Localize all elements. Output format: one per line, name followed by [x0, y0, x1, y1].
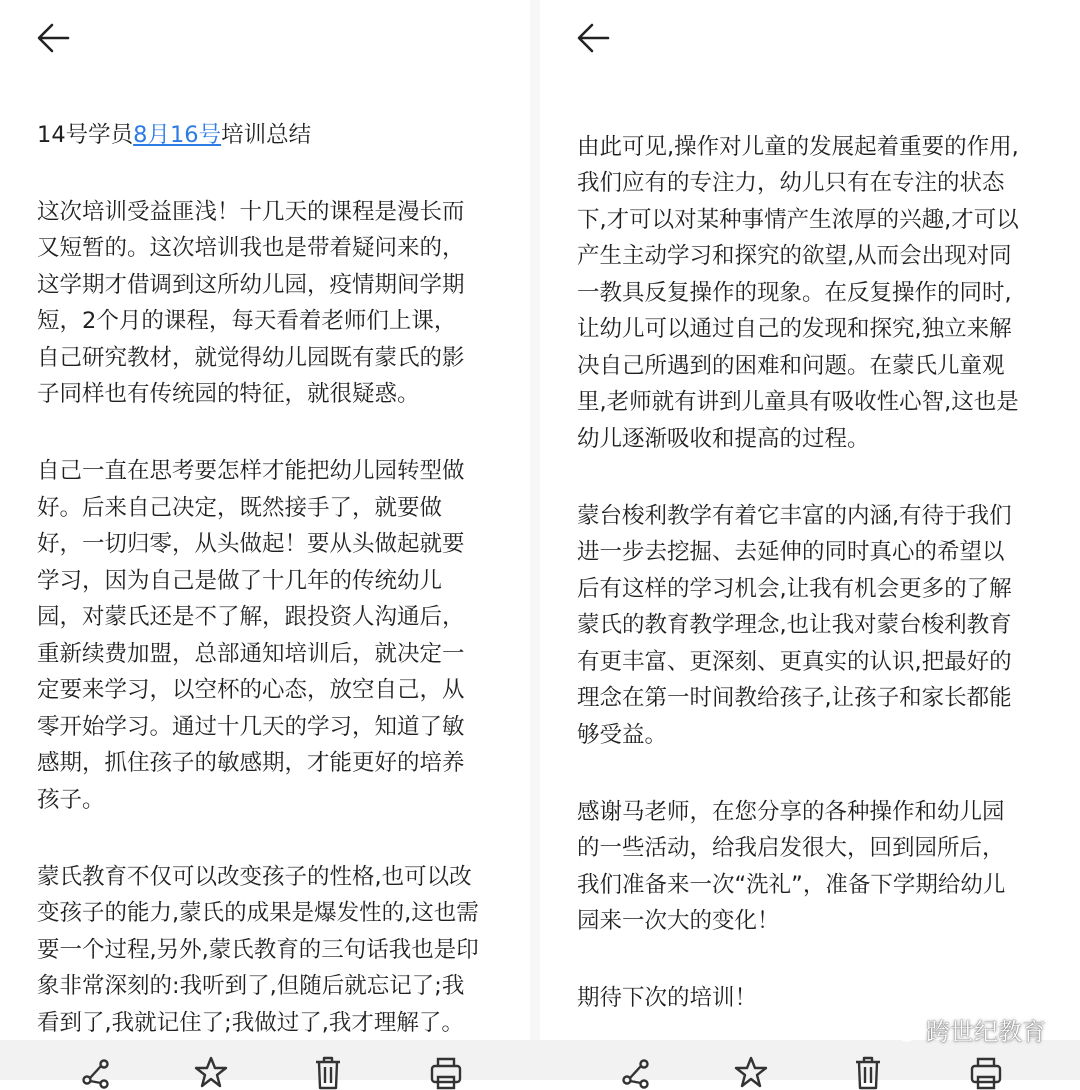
panel-divider: [530, 0, 540, 1080]
note-body-left: [37, 80, 507, 1080]
trash-icon[interactable]: [310, 1054, 346, 1090]
watermark-text: 跨世纪教育: [926, 1018, 1046, 1046]
title-suffix: 培训总结: [221, 121, 312, 148]
share-icon[interactable]: [618, 1054, 654, 1090]
note-body-right: [577, 92, 1057, 1057]
paragraph: 期待下次的培训！: [577, 985, 758, 1011]
star-icon[interactable]: [193, 1054, 229, 1090]
paragraph: 自己一直在思考要怎样才能把幼儿园转型做 好。后来自己决定，既然接手了，就要做 好，一切归零，从头做起！要从头做起就要 学习，因为自己是做了十几年的传统幼儿 园，对蒙氏还是不了解，跟投资人沟通后， 重新续费加盟，总部通知培训后，就决定一 定要来学习，以空杯的心态，放空自己，从 零开始学习。通过十几天的学习，知道了敏 感期，抓住孩子的敏感期，才能更好的培养 孩子。: [37, 458, 465, 813]
watermark: [884, 1012, 1046, 1047]
paragraph: 由此可见,操作对儿童的发展起着重要的作用, 我们应有的专注力，幼儿只有在专注的状态 下,才可以对某种事情产生浓厚的兴趣,才可以 产生主动学习和探究的欲望,从而会出现对同 一教具反复操作的现象。在反复操作的同时, 让幼儿可以通过自己的发现和探究,独立来解 决自己所遇到的困难和问题。在蒙氏儿童观 里,老师就有讲到儿童具有吸收性心智,这也是 幼儿逐渐吸收和提高的过程。: [577, 133, 1019, 452]
paragraph: 蒙氏教育不仅可以改变孩子的性格,也可以改 变孩子的能力,蒙氏的成果是爆发性的,这也需 要一个过程,另外,蒙氏教育的三句话我也是印 象非常深刻的:我听到了,但随后就忘记了;我 看到了,我就记住了;我做过了,我才理解了。: [37, 863, 479, 1036]
date-link[interactable]: 8月16号: [133, 121, 222, 148]
title-prefix: 14号学员: [37, 121, 134, 148]
paragraph: 蒙台梭利教学有着它丰富的内涵,有待于我们 进一步去挖掘、去延伸的同时真心的希望以 后有这样的学习机会,让我有机会更多的了解 蒙氏的教育教学理念,也让我对蒙台梭利教育 有更丰富、更深刻、更真实的认识,把最好的 理念在第一时间教给孩子,让孩子和家长都能 够受益。: [577, 502, 1012, 748]
paragraph: 这次培训受益匪浅！十几天的课程是漫长而 又短暂的。这次培训我也是带着疑问来的， 这学期才借调到这所幼儿园，疫情期间学期 短，2个月的课程，每天看着老师们上课， 自己研究教材，就觉得幼儿园既有蒙氏的影 子同样也有传统园的特征，就很疑惑。: [37, 198, 465, 407]
trash-icon[interactable]: [850, 1054, 886, 1090]
wechat-icon: [884, 1016, 918, 1044]
left-note-panel: [0, 0, 530, 1080]
right-note-panel: [540, 0, 1080, 1080]
print-icon[interactable]: [968, 1054, 1004, 1090]
star-icon[interactable]: [733, 1054, 769, 1090]
print-icon[interactable]: [428, 1054, 464, 1090]
arrow-left-icon[interactable]: [572, 16, 616, 60]
arrow-left-icon[interactable]: [32, 16, 76, 60]
paragraph: 感谢马老师，在您分享的各种操作和幼儿园 的一些活动，给我启发很大，回到园所后， 我们准备来一次“洗礼”，准备下学期给幼儿 园来一次大的变化！: [577, 798, 1006, 934]
share-icon[interactable]: [78, 1054, 114, 1090]
note-title: [37, 117, 507, 154]
